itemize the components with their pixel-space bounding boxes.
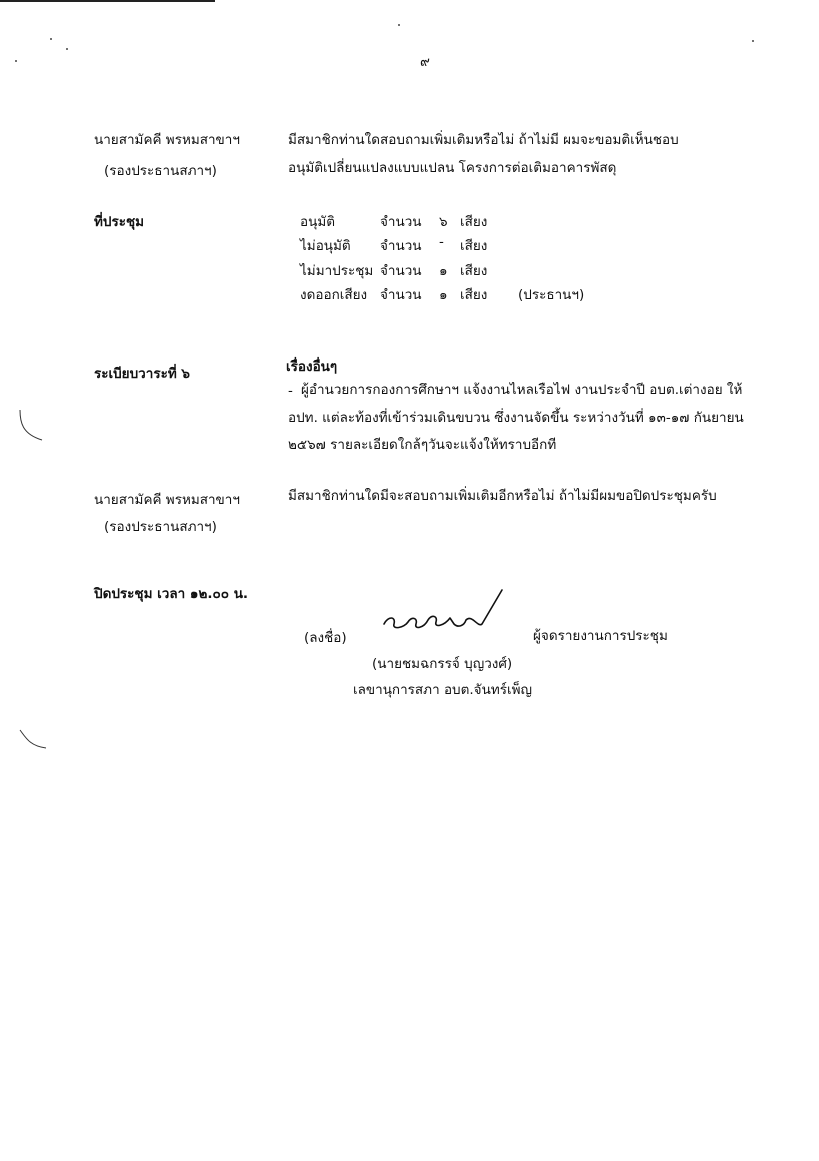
closing-time: ปิดประชุม เวลา ๑๒.๐๐ น. [94, 586, 249, 602]
vote-note: (ประธานฯ) [518, 287, 585, 303]
speech-line: มีสมาชิกท่านใดสอบถามเพิ่มเติมหรือไม่ ถ้าไม่มี ผมจะขอมติเห็นชอบ [288, 132, 679, 148]
scan-speck [66, 48, 68, 50]
vote-label: ไม่อนุมัติ [300, 238, 351, 254]
speaker-name: นายสามัคคี พรหมสาขาฯ [94, 492, 240, 508]
scan-speck [15, 60, 17, 62]
vote-count: ๑ [439, 263, 448, 279]
speaker-role: (รองประธานสภาฯ) [104, 519, 217, 535]
vote-unit: เสียง [460, 214, 488, 230]
page-number: ๙ [420, 54, 430, 70]
scan-top-line [0, 0, 215, 2]
vote-count: - [439, 234, 444, 250]
agenda-text-line: อปท. แต่ละท้องที่เข้าร่วมเดินขบวน ซึ่งงานจัดขึ้น ระหว่างวันที่ ๑๓-๑๗ กันยายน [288, 410, 744, 426]
vote-unit: เสียง [460, 287, 488, 303]
speech-line: อนุมัติเปลี่ยนแปลงแบบแปลน โครงการต่อเติมอาคารพัสดุ [288, 160, 617, 176]
bullet: - [288, 383, 293, 399]
vote-unit: เสียง [460, 238, 488, 254]
vote-label: ไม่มาประชุม [300, 263, 374, 279]
vote-count: ๑ [439, 287, 448, 303]
agenda-text-line: ๒๕๖๗ รายละเอียดใกล้ๆวันจะแจ้งให้ทราบอีกที [288, 437, 557, 453]
signer-role: ผู้จดรายงานการประชุม [533, 628, 668, 644]
handwritten-signature [378, 584, 508, 640]
scan-mark [18, 728, 48, 752]
vote-count-word: จำนวน [380, 238, 422, 254]
meeting-label: ที่ประชุม [94, 214, 145, 230]
signer-position: เลขานุการสภา อบต.จันทร์เพ็ญ [353, 682, 532, 698]
vote-count-word: จำนวน [380, 287, 422, 303]
signer-name: (นายชมฉกรรจ์ บุญวงศ์) [372, 656, 513, 672]
scan-mark [16, 408, 46, 444]
scan-speck [50, 38, 52, 40]
scan-speck [398, 24, 400, 26]
vote-label: งดออกเสียง [300, 287, 368, 303]
agenda-label: ระเบียบวาระที่ ๖ [94, 366, 190, 382]
vote-count: ๖ [439, 214, 448, 230]
agenda-text-line: ผู้อำนวยการกองการศึกษาฯ แจ้งงานไหลเรือไฟ งานประจำปี อบต.เต่างอย ให้ [301, 382, 743, 398]
speech-line: มีสมาชิกท่านใดมีจะสอบถามเพิ่มเติมอีกหรือไม่ ถ้าไม่มีผมขอปิดประชุมครับ [288, 488, 717, 504]
agenda-title: เรื่องอื่นๆ [286, 359, 338, 375]
scan-speck [752, 40, 754, 42]
sign-label: (ลงชื่อ) [304, 630, 347, 646]
vote-label: อนุมัติ [300, 214, 336, 230]
speaker-name: นายสามัคคี พรหมสาขาฯ [94, 132, 240, 148]
vote-count-word: จำนวน [380, 214, 422, 230]
vote-unit: เสียง [460, 263, 488, 279]
vote-count-word: จำนวน [380, 263, 422, 279]
speaker-role: (รองประธานสภาฯ) [104, 163, 217, 179]
